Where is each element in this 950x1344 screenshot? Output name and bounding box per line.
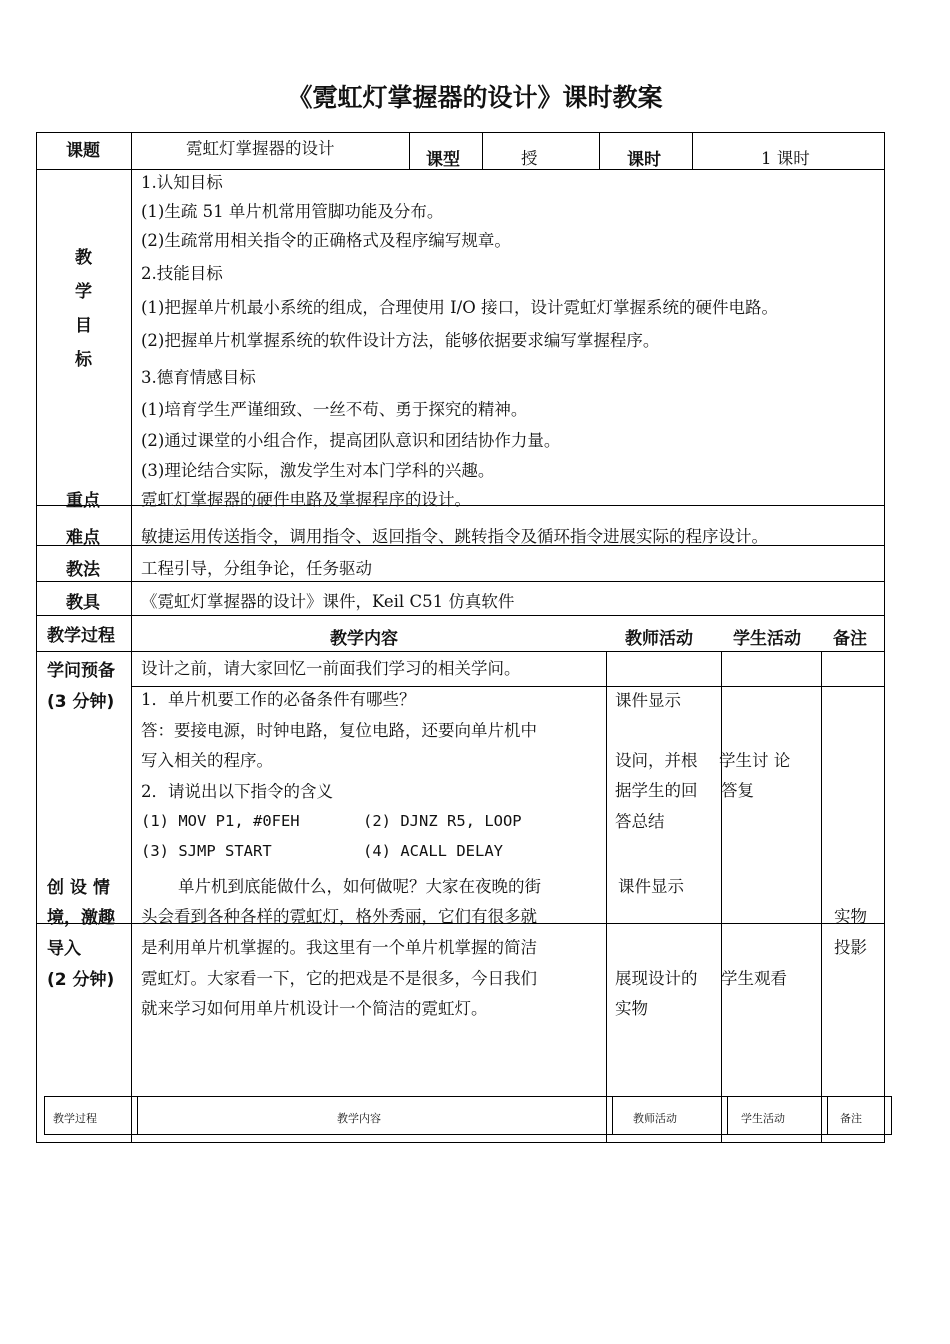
teacher-activity: 答总结 bbox=[615, 812, 665, 831]
instruction-item: (1) MOV P1, #0FEH bbox=[141, 812, 300, 830]
teacher-activity: 实物 bbox=[615, 999, 648, 1018]
section1-question: 1．单片机要工作的必备条件有哪些？ bbox=[141, 690, 416, 709]
student-activity: 答复 bbox=[721, 781, 754, 800]
process-header: 教学过程 bbox=[47, 626, 115, 646]
difficulty-label: 难点 bbox=[66, 528, 100, 548]
section1-answer: 写入相关的程序。 bbox=[141, 751, 273, 770]
objective-line: (3)理论结合实际，激发学生对本门学科的兴趣。 bbox=[141, 461, 495, 480]
section1-intro: 设计之前，请大家回忆一前面我们学习的相关学问。 bbox=[141, 659, 521, 678]
section1-question: 2．请说出以下指令的含义 bbox=[141, 782, 333, 801]
teacher-header: 教师活动 bbox=[625, 629, 693, 649]
type-label: 课型 bbox=[426, 150, 460, 170]
objective-line: (1)把握单片机最小系统的组成，合理使用 I/O 接口，设计霓虹灯掌握系统的硬件电路。 bbox=[141, 298, 778, 317]
footer-notes-header: 备注 bbox=[840, 1112, 862, 1125]
tools-value: 《霓虹灯掌握器的设计》课件，Keil C51 仿真软件 bbox=[141, 592, 515, 611]
student-header: 学生活动 bbox=[733, 629, 801, 649]
section2-label: 创 设 情 bbox=[47, 878, 110, 898]
instruction-item: (3) SJMP START bbox=[141, 842, 272, 860]
section2-label: 境，激趣 bbox=[47, 908, 115, 928]
instruction-item: (2) DJNZ R5, LOOP bbox=[363, 812, 522, 830]
teacher-activity: 据学生的回 bbox=[615, 781, 698, 800]
notes-entry: 投影 bbox=[834, 938, 867, 957]
section2-time: (2 分钟) bbox=[47, 970, 115, 990]
section2-line: 是利用单片机掌握的。我这里有一个单片机掌握的简洁 bbox=[141, 938, 537, 957]
teacher-activity: 课件显示 bbox=[615, 691, 681, 710]
instruction-item: (4) ACALL DELAY bbox=[363, 842, 503, 860]
notes-header: 备注 bbox=[833, 629, 867, 649]
method-label: 教法 bbox=[66, 560, 100, 580]
footer-content-header: 教学内容 bbox=[337, 1112, 381, 1125]
section2-line: 就来学习如何用单片机设计一个简洁的霓虹灯。 bbox=[141, 999, 488, 1018]
type-value: 授 bbox=[521, 149, 538, 168]
objectives-label-char: 教 bbox=[75, 248, 92, 268]
section1-label: 学问预备 bbox=[47, 661, 115, 681]
content-header: 教学内容 bbox=[330, 629, 398, 649]
objective-line: (2)通过课堂的小组合作，提高团队意识和团结协作力量。 bbox=[141, 431, 561, 450]
footer-student-header: 学生活动 bbox=[741, 1112, 785, 1125]
objective-line: (2)生疏常用相关指令的正确格式及程序编写规章。 bbox=[141, 231, 511, 250]
objective-line: 1.认知目标 bbox=[141, 173, 223, 192]
section1-answer: 答：要接电源，时钟电路，复位电路，还要向单片机中 bbox=[141, 721, 537, 740]
footer-teacher-header: 教师活动 bbox=[633, 1112, 677, 1125]
objectives-label-char: 目 bbox=[75, 316, 92, 336]
objectives-label-char: 标 bbox=[75, 350, 92, 370]
section2-line: 头会看到各种各样的霓虹灯，格外秀丽，它们有很多就 bbox=[141, 907, 537, 926]
student-activity: 学生观看 bbox=[721, 969, 787, 988]
notes-entry: 实物 bbox=[834, 907, 867, 926]
objective-line: 3.德育情感目标 bbox=[141, 368, 256, 387]
key-point-label: 重点 bbox=[66, 491, 100, 511]
footer-process-header: 教学过程 bbox=[53, 1112, 97, 1125]
teacher-activity: 课件显示 bbox=[618, 877, 684, 896]
objective-line: (1)生疏 51 单片机常用管脚功能及分布。 bbox=[141, 202, 444, 221]
key-point-value: 霓虹灯掌握器的硬件电路及掌握程序的设计。 bbox=[141, 490, 471, 509]
difficulty-value: 敏捷运用传送指令，调用指令、返回指令、跳转指令及循环指令进展实际的程序设计。 bbox=[141, 527, 768, 546]
tools-label: 教具 bbox=[66, 593, 100, 613]
teacher-activity: 设问，并根 bbox=[615, 751, 698, 770]
objective-line: (2)把握单片机掌握系统的软件设计方法，能够依据要求编写掌握程序。 bbox=[141, 331, 660, 350]
objective-line: 2.技能目标 bbox=[141, 264, 223, 283]
objectives-label-char: 学 bbox=[75, 282, 92, 302]
section2-line: 霓虹灯。大家看一下，它的把戏是不是很多，今日我们 bbox=[141, 969, 537, 988]
hours-value: 1 课时 bbox=[761, 149, 810, 168]
topic-label: 课题 bbox=[66, 141, 100, 161]
section2-label: 导入 bbox=[47, 939, 81, 959]
teacher-activity: 展现设计的 bbox=[615, 969, 698, 988]
method-value: 工程引导，分组争论，任务驱动 bbox=[141, 559, 372, 578]
section1-time: (3 分钟) bbox=[47, 692, 115, 712]
hours-label: 课时 bbox=[627, 150, 661, 170]
objective-line: (1)培育学生严谨细致、一丝不苟、勇于探究的精神。 bbox=[141, 400, 528, 419]
student-activity: 学生讨 论 bbox=[719, 751, 791, 770]
section2-line: 单片机到底能做什么，如何做呢？大家在夜晚的街 bbox=[178, 877, 541, 896]
page-title: 《霓虹灯掌握器的设计》课时教案 bbox=[287, 83, 663, 112]
topic-value: 霓虹灯掌握器的设计 bbox=[186, 139, 335, 158]
